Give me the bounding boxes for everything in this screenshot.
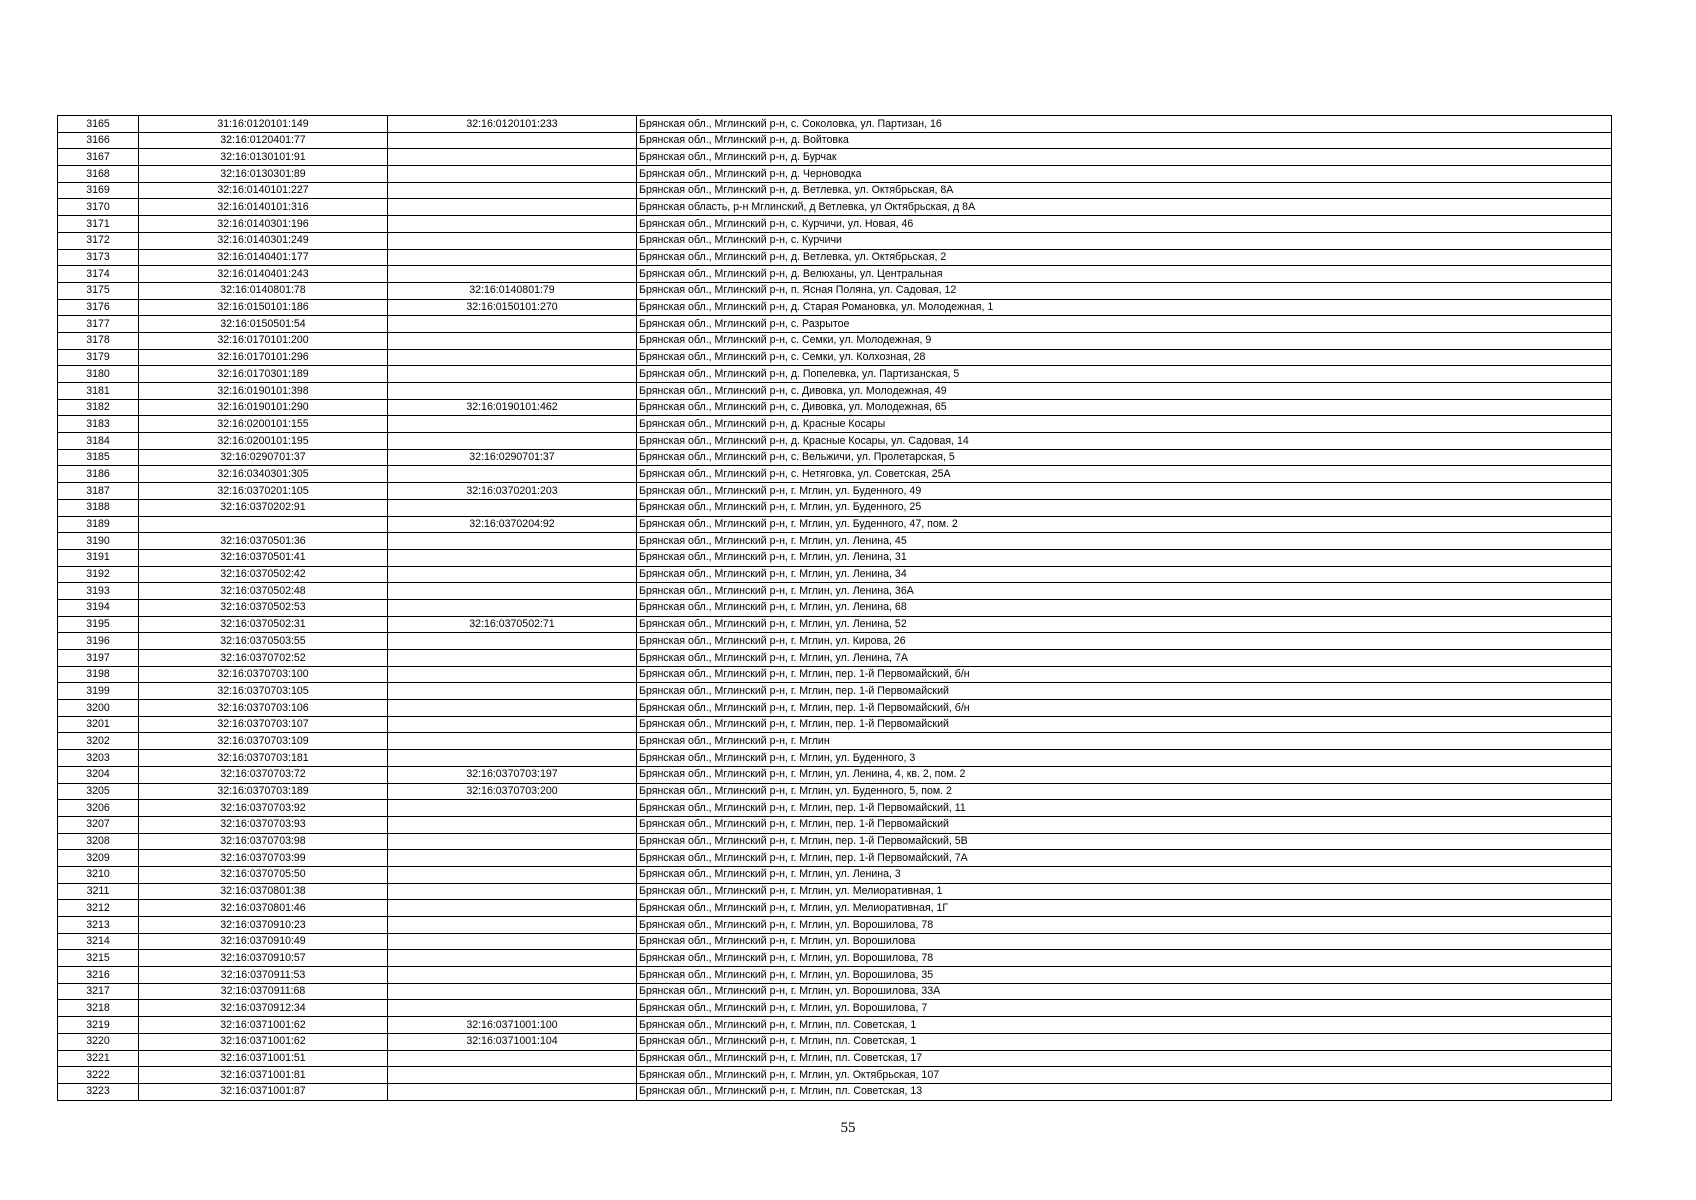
table-row xyxy=(58,399,1612,416)
row-number-cell: 3186 xyxy=(58,466,139,483)
table-row xyxy=(58,383,1612,400)
address-cell: Брянская обл., Мглинский р-н, г. Мглин, ул. Ленина, 4, кв. 2, пом. 2 xyxy=(637,766,1612,783)
cadastral-number-cell: 32:16:0370502:48 xyxy=(139,583,388,600)
object-cadastral-number-cell: 32:16:0140801:79 xyxy=(388,282,637,299)
address-cell: Брянская обл., Мглинский р-н, с. Разрытое xyxy=(637,316,1612,333)
object-cadastral-number-cell xyxy=(388,650,637,667)
table-row xyxy=(58,683,1612,700)
cadastral-number-cell xyxy=(139,516,388,533)
object-cadastral-number-cell xyxy=(388,850,637,867)
object-cadastral-number-cell xyxy=(388,549,637,566)
table-row xyxy=(58,299,1612,316)
table-row xyxy=(58,249,1612,266)
object-cadastral-number-cell xyxy=(388,900,637,917)
row-number-cell: 3180 xyxy=(58,366,139,383)
cadastral-number-cell: 32:16:0371001:51 xyxy=(139,1050,388,1067)
table-row xyxy=(58,650,1612,667)
row-number-cell: 3220 xyxy=(58,1033,139,1050)
address-cell: Брянская обл., Мглинский р-н, г. Мглин, ул. Октябрьская, 107 xyxy=(637,1067,1612,1084)
row-number-cell: 3198 xyxy=(58,666,139,683)
address-cell: Брянская обл., Мглинский р-н, д. Ветлевка, ул. Октябрьская, 2 xyxy=(637,249,1612,266)
row-number-cell: 3174 xyxy=(58,266,139,283)
object-cadastral-number-cell: 32:16:0371001:100 xyxy=(388,1017,637,1034)
row-number-cell: 3212 xyxy=(58,900,139,917)
object-cadastral-number-cell xyxy=(388,1000,637,1017)
address-cell: Брянская обл., Мглинский р-н, г. Мглин, ул. Ворошилова, 78 xyxy=(637,917,1612,934)
address-cell: Брянская обл., Мглинский р-н, г. Мглин, ул. Мелиоративная, 1Г xyxy=(637,900,1612,917)
address-cell: Брянская обл., Мглинский р-н, г. Мглин, пер. 1-й Первомайский, 5В xyxy=(637,833,1612,850)
address-cell: Брянская обл., Мглинский р-н, г. Мглин, пер. 1-й Первомайский, 11 xyxy=(637,800,1612,817)
cadastral-number-cell: 32:16:0370702:52 xyxy=(139,650,388,667)
cadastral-number-cell: 32:16:0370703:181 xyxy=(139,750,388,767)
cadastral-number-cell: 32:16:0140801:78 xyxy=(139,282,388,299)
table-row xyxy=(58,850,1612,867)
table-row xyxy=(58,166,1612,183)
address-cell: Брянская обл., Мглинский р-н, г. Мглин, ул. Ленина, 36А xyxy=(637,583,1612,600)
row-number-cell: 3173 xyxy=(58,249,139,266)
row-number-cell: 3179 xyxy=(58,349,139,366)
object-cadastral-number-cell xyxy=(388,866,637,883)
object-cadastral-number-cell: 32:16:0370502:71 xyxy=(388,616,637,633)
cadastral-number-cell: 32:16:0370502:53 xyxy=(139,599,388,616)
table-row xyxy=(58,1000,1612,1017)
row-number-cell: 3171 xyxy=(58,216,139,233)
cadastral-number-cell: 32:16:0140401:243 xyxy=(139,266,388,283)
object-cadastral-number-cell xyxy=(388,232,637,249)
cadastral-number-cell: 32:16:0170301:189 xyxy=(139,366,388,383)
address-cell: Брянская обл., Мглинский р-н, с. Вельжичи, ул. Пролетарская, 5 xyxy=(637,449,1612,466)
cadastral-number-cell: 32:16:0370502:42 xyxy=(139,566,388,583)
cadastral-number-cell: 32:16:0370503:55 xyxy=(139,633,388,650)
cadastral-number-cell: 32:16:0150501:54 xyxy=(139,316,388,333)
cadastral-number-cell: 32:16:0370910:49 xyxy=(139,933,388,950)
table-row xyxy=(58,282,1612,299)
address-cell: Брянская обл., Мглинский р-н, д. Старая Романовка, ул. Молодежная, 1 xyxy=(637,299,1612,316)
row-number-cell: 3196 xyxy=(58,633,139,650)
table-row xyxy=(58,132,1612,149)
row-number-cell: 3213 xyxy=(58,917,139,934)
address-cell: Брянская обл., Мглинский р-н, с. Нетяговка, ул. Советская, 25А xyxy=(637,466,1612,483)
row-number-cell: 3201 xyxy=(58,716,139,733)
address-cell: Брянская обл., Мглинский р-н, г. Мглин, пл. Советская, 1 xyxy=(637,1033,1612,1050)
cadastral-number-cell: 31:16:0120101:149 xyxy=(139,116,388,133)
object-cadastral-number-cell xyxy=(388,683,637,700)
row-number-cell: 3218 xyxy=(58,1000,139,1017)
cadastral-number-cell: 32:16:0190101:398 xyxy=(139,383,388,400)
row-number-cell: 3170 xyxy=(58,199,139,216)
table-row xyxy=(58,950,1612,967)
address-cell: Брянская обл., Мглинский р-н, г. Мглин, ул. Ленина, 45 xyxy=(637,533,1612,550)
object-cadastral-number-cell xyxy=(388,950,637,967)
object-cadastral-number-cell xyxy=(388,700,637,717)
table-row xyxy=(58,116,1612,133)
row-number-cell: 3172 xyxy=(58,232,139,249)
table-row xyxy=(58,216,1612,233)
object-cadastral-number-cell xyxy=(388,149,637,166)
address-cell: Брянская обл., Мглинский р-н, г. Мглин, ул. Ворошилова, 78 xyxy=(637,950,1612,967)
table-row xyxy=(58,716,1612,733)
row-number-cell: 3222 xyxy=(58,1067,139,1084)
table-row xyxy=(58,700,1612,717)
row-number-cell: 3199 xyxy=(58,683,139,700)
address-cell: Брянская обл., Мглинский р-н, с. Курчичи, ул. Новая, 46 xyxy=(637,216,1612,233)
row-number-cell: 3187 xyxy=(58,483,139,500)
table-row xyxy=(58,1083,1612,1100)
object-cadastral-number-cell xyxy=(388,583,637,600)
table-row xyxy=(58,1033,1612,1050)
object-cadastral-number-cell xyxy=(388,182,637,199)
cadastral-number-cell: 32:16:0120401:77 xyxy=(139,132,388,149)
row-number-cell: 3208 xyxy=(58,833,139,850)
cadastral-number-cell: 32:16:0200101:155 xyxy=(139,416,388,433)
table-row xyxy=(58,499,1612,516)
address-cell: Брянская обл., Мглинский р-н, д. Бурчак xyxy=(637,149,1612,166)
cadastral-number-cell: 32:16:0370703:93 xyxy=(139,816,388,833)
object-cadastral-number-cell xyxy=(388,316,637,333)
address-cell: Брянская обл., Мглинский р-н, д. Черноводка xyxy=(637,166,1612,183)
object-cadastral-number-cell xyxy=(388,599,637,616)
object-cadastral-number-cell xyxy=(388,499,637,516)
cadastral-number-cell: 32:16:0130301:89 xyxy=(139,166,388,183)
address-cell: Брянская область, р-н Мглинский, д Ветлевка, ул Октябрьская, д 8А xyxy=(637,199,1612,216)
table-row xyxy=(58,433,1612,450)
row-number-cell: 3219 xyxy=(58,1017,139,1034)
table-row xyxy=(58,800,1612,817)
row-number-cell: 3202 xyxy=(58,733,139,750)
table-row xyxy=(58,416,1612,433)
cadastral-number-cell: 32:16:0370910:57 xyxy=(139,950,388,967)
cadastral-number-cell: 32:16:0370801:46 xyxy=(139,900,388,917)
row-number-cell: 3176 xyxy=(58,299,139,316)
address-cell: Брянская обл., Мглинский р-н, г. Мглин, пер. 1-й Первомайский xyxy=(637,683,1612,700)
address-cell: Брянская обл., Мглинский р-н, г. Мглин, ул. Буденного, 25 xyxy=(637,499,1612,516)
table-row xyxy=(58,967,1612,984)
cadastral-number-cell: 32:16:0370703:106 xyxy=(139,700,388,717)
row-number-cell: 3168 xyxy=(58,166,139,183)
address-cell: Брянская обл., Мглинский р-н, д. Войтовка xyxy=(637,132,1612,149)
address-cell: Брянская обл., Мглинский р-н, г. Мглин, ул. Ленина, 31 xyxy=(637,549,1612,566)
address-cell: Брянская обл., Мглинский р-н, г. Мглин, пер. 1-й Первомайский, 7А xyxy=(637,850,1612,867)
cadastral-number-cell: 32:16:0370703:72 xyxy=(139,766,388,783)
address-cell: Брянская обл., Мглинский р-н, г. Мглин, пер. 1-й Первомайский, б/н xyxy=(637,666,1612,683)
table-row xyxy=(58,316,1612,333)
cadastral-number-cell: 32:16:0370501:36 xyxy=(139,533,388,550)
row-number-cell: 3183 xyxy=(58,416,139,433)
object-cadastral-number-cell xyxy=(388,199,637,216)
address-cell: Брянская обл., Мглинский р-н, г. Мглин, ул. Мелиоративная, 1 xyxy=(637,883,1612,900)
cadastral-number-cell: 32:16:0140301:249 xyxy=(139,232,388,249)
row-number-cell: 3192 xyxy=(58,566,139,583)
table-row xyxy=(58,149,1612,166)
object-cadastral-number-cell xyxy=(388,266,637,283)
table-row xyxy=(58,266,1612,283)
table-row xyxy=(58,866,1612,883)
row-number-cell: 3205 xyxy=(58,783,139,800)
address-cell: Брянская обл., Мглинский р-н, г. Мглин, ул. Ленина, 7А xyxy=(637,650,1612,667)
cadastral-number-cell: 32:16:0370703:92 xyxy=(139,800,388,817)
table-row xyxy=(58,232,1612,249)
cadastral-number-cell: 32:16:0140101:227 xyxy=(139,182,388,199)
cadastral-number-cell: 32:16:0290701:37 xyxy=(139,449,388,466)
object-cadastral-number-cell xyxy=(388,917,637,934)
row-number-cell: 3185 xyxy=(58,449,139,466)
cadastral-number-cell: 32:16:0370703:99 xyxy=(139,850,388,867)
table-row xyxy=(58,483,1612,500)
cadastral-number-cell: 32:16:0370502:31 xyxy=(139,616,388,633)
cadastral-number-cell: 32:16:0370703:98 xyxy=(139,833,388,850)
address-cell: Брянская обл., Мглинский р-н, г. Мглин, ул. Ленина, 3 xyxy=(637,866,1612,883)
address-cell: Брянская обл., Мглинский р-н, г. Мглин, ул. Ворошилова, 35 xyxy=(637,967,1612,984)
cadastral-number-cell: 32:16:0370201:105 xyxy=(139,483,388,500)
object-cadastral-number-cell xyxy=(388,983,637,1000)
table-row xyxy=(58,983,1612,1000)
row-number-cell: 3178 xyxy=(58,332,139,349)
object-cadastral-number-cell xyxy=(388,716,637,733)
address-cell: Брянская обл., Мглинский р-н, с. Семки, ул. Молодежная, 9 xyxy=(637,332,1612,349)
table-row xyxy=(58,733,1612,750)
table-row xyxy=(58,816,1612,833)
object-cadastral-number-cell xyxy=(388,816,637,833)
table-row xyxy=(58,349,1612,366)
table-row xyxy=(58,583,1612,600)
row-number-cell: 3200 xyxy=(58,700,139,717)
cadastral-number-cell: 32:16:0140101:316 xyxy=(139,199,388,216)
row-number-cell: 3165 xyxy=(58,116,139,133)
row-number-cell: 3197 xyxy=(58,650,139,667)
row-number-cell: 3204 xyxy=(58,766,139,783)
address-cell: Брянская обл., Мглинский р-н, г. Мглин, ул. Ленина, 52 xyxy=(637,616,1612,633)
address-cell: Брянская обл., Мглинский р-н, г. Мглин, пл. Советская, 17 xyxy=(637,1050,1612,1067)
object-cadastral-number-cell xyxy=(388,666,637,683)
cadastral-number-cell: 32:16:0190101:290 xyxy=(139,399,388,416)
table-row xyxy=(58,833,1612,850)
row-number-cell: 3191 xyxy=(58,549,139,566)
cadastral-number-cell: 32:16:0200101:195 xyxy=(139,433,388,450)
cadastral-number-cell: 32:16:0370703:100 xyxy=(139,666,388,683)
table-row xyxy=(58,1050,1612,1067)
cadastral-number-cell: 32:16:0170101:296 xyxy=(139,349,388,366)
address-cell: Брянская обл., Мглинский р-н, г. Мглин, пл. Советская, 13 xyxy=(637,1083,1612,1100)
address-cell: Брянская обл., Мглинский р-н, г. Мглин, ул. Ворошилова xyxy=(637,933,1612,950)
row-number-cell: 3167 xyxy=(58,149,139,166)
table-row xyxy=(58,366,1612,383)
object-cadastral-number-cell: 32:16:0370201:203 xyxy=(388,483,637,500)
object-cadastral-number-cell xyxy=(388,566,637,583)
object-cadastral-number-cell xyxy=(388,249,637,266)
row-number-cell: 3166 xyxy=(58,132,139,149)
object-cadastral-number-cell: 32:16:0370703:200 xyxy=(388,783,637,800)
cadastral-number-cell: 32:16:0370705:50 xyxy=(139,866,388,883)
row-number-cell: 3188 xyxy=(58,499,139,516)
address-cell: Брянская обл., Мглинский р-н, д. Ветлевка, ул. Октябрьская, 8А xyxy=(637,182,1612,199)
row-number-cell: 3223 xyxy=(58,1083,139,1100)
table-row xyxy=(58,449,1612,466)
cadastral-number-cell: 32:16:0370801:38 xyxy=(139,883,388,900)
cadastral-number-cell: 32:16:0170101:200 xyxy=(139,332,388,349)
table-row xyxy=(58,900,1612,917)
row-number-cell: 3177 xyxy=(58,316,139,333)
row-number-cell: 3175 xyxy=(58,282,139,299)
table-row xyxy=(58,616,1612,633)
object-cadastral-number-cell xyxy=(388,466,637,483)
cadastral-number-cell: 32:16:0370501:41 xyxy=(139,549,388,566)
cadastral-number-cell: 32:16:0370911:53 xyxy=(139,967,388,984)
cadastral-number-cell: 32:16:0371001:81 xyxy=(139,1067,388,1084)
table-row xyxy=(58,549,1612,566)
object-cadastral-number-cell xyxy=(388,166,637,183)
row-number-cell: 3190 xyxy=(58,533,139,550)
address-cell: Брянская обл., Мглинский р-н, д. Велюханы, ул. Центральная xyxy=(637,266,1612,283)
row-number-cell: 3215 xyxy=(58,950,139,967)
object-cadastral-number-cell xyxy=(388,733,637,750)
object-cadastral-number-cell xyxy=(388,383,637,400)
row-number-cell: 3194 xyxy=(58,599,139,616)
address-cell: Брянская обл., Мглинский р-н, п. Ясная Поляна, ул. Садовая, 12 xyxy=(637,282,1612,299)
cadastral-number-cell: 32:16:0150101:186 xyxy=(139,299,388,316)
cadastral-number-cell: 32:16:0370910:23 xyxy=(139,917,388,934)
address-cell: Брянская обл., Мглинский р-н, д. Красные Косары, ул. Садовая, 14 xyxy=(637,433,1612,450)
cadastral-number-cell: 32:16:0370911:68 xyxy=(139,983,388,1000)
cadastral-number-cell: 32:16:0370703:105 xyxy=(139,683,388,700)
object-cadastral-number-cell xyxy=(388,633,637,650)
cadastral-number-cell: 32:16:0371001:62 xyxy=(139,1033,388,1050)
object-cadastral-number-cell: 32:16:0150101:270 xyxy=(388,299,637,316)
row-number-cell: 3195 xyxy=(58,616,139,633)
table-row xyxy=(58,750,1612,767)
object-cadastral-number-cell: 32:16:0120101:233 xyxy=(388,116,637,133)
object-cadastral-number-cell xyxy=(388,933,637,950)
address-cell: Брянская обл., Мглинский р-н, с. Дивовка, ул. Молодежная, 49 xyxy=(637,383,1612,400)
table-row xyxy=(58,917,1612,934)
row-number-cell: 3209 xyxy=(58,850,139,867)
object-cadastral-number-cell xyxy=(388,132,637,149)
row-number-cell: 3193 xyxy=(58,583,139,600)
object-cadastral-number-cell: 32:16:0370703:197 xyxy=(388,766,637,783)
cadastral-number-cell: 32:16:0370703:189 xyxy=(139,783,388,800)
address-cell: Брянская обл., Мглинский р-н, г. Мглин, ул. Буденного, 49 xyxy=(637,483,1612,500)
object-cadastral-number-cell xyxy=(388,1050,637,1067)
object-cadastral-number-cell xyxy=(388,366,637,383)
object-cadastral-number-cell: 32:16:0371001:104 xyxy=(388,1033,637,1050)
table-row xyxy=(58,1017,1612,1034)
address-cell: Брянская обл., Мглинский р-н, г. Мглин, пер. 1-й Первомайский, б/н xyxy=(637,700,1612,717)
object-cadastral-number-cell: 32:16:0290701:37 xyxy=(388,449,637,466)
registry-table xyxy=(57,115,1612,1101)
address-cell: Брянская обл., Мглинский р-н, г. Мглин, ул. Буденного, 47, пом. 2 xyxy=(637,516,1612,533)
address-cell: Брянская обл., Мглинский р-н, г. Мглин, ул. Ворошилова, 7 xyxy=(637,1000,1612,1017)
object-cadastral-number-cell: 32:16:0370204:92 xyxy=(388,516,637,533)
cadastral-number-cell: 32:16:0340301:305 xyxy=(139,466,388,483)
cadastral-number-cell: 32:16:0130101:91 xyxy=(139,149,388,166)
table-row xyxy=(58,783,1612,800)
object-cadastral-number-cell: 32:16:0190101:462 xyxy=(388,399,637,416)
row-number-cell: 3189 xyxy=(58,516,139,533)
cadastral-number-cell: 32:16:0140401:177 xyxy=(139,249,388,266)
object-cadastral-number-cell xyxy=(388,833,637,850)
table-row xyxy=(58,666,1612,683)
row-number-cell: 3184 xyxy=(58,433,139,450)
address-cell: Брянская обл., Мглинский р-н, г. Мглин, ул. Буденного, 3 xyxy=(637,750,1612,767)
cadastral-number-cell: 32:16:0370202:91 xyxy=(139,499,388,516)
row-number-cell: 3216 xyxy=(58,967,139,984)
table-row xyxy=(58,199,1612,216)
table-row xyxy=(58,633,1612,650)
object-cadastral-number-cell xyxy=(388,533,637,550)
object-cadastral-number-cell xyxy=(388,433,637,450)
table-row xyxy=(58,599,1612,616)
table-row xyxy=(58,332,1612,349)
object-cadastral-number-cell xyxy=(388,1067,637,1084)
row-number-cell: 3217 xyxy=(58,983,139,1000)
address-cell: Брянская обл., Мглинский р-н, г. Мглин, пер. 1-й Первомайский xyxy=(637,816,1612,833)
table-row xyxy=(58,566,1612,583)
row-number-cell: 3182 xyxy=(58,399,139,416)
cadastral-number-cell: 32:16:0371001:87 xyxy=(139,1083,388,1100)
address-cell: Брянская обл., Мглинский р-н, г. Мглин, ул. Буденного, 5, пом. 2 xyxy=(637,783,1612,800)
row-number-cell: 3214 xyxy=(58,933,139,950)
table-row xyxy=(58,182,1612,199)
row-number-cell: 3221 xyxy=(58,1050,139,1067)
table-row xyxy=(58,516,1612,533)
object-cadastral-number-cell xyxy=(388,416,637,433)
address-cell: Брянская обл., Мглинский р-н, г. Мглин, ул. Ленина, 68 xyxy=(637,599,1612,616)
address-cell: Брянская обл., Мглинский р-н, г. Мглин, ул. Ленина, 34 xyxy=(637,566,1612,583)
table-row xyxy=(58,533,1612,550)
registry-table-body xyxy=(58,116,1612,1101)
row-number-cell: 3207 xyxy=(58,816,139,833)
row-number-cell: 3169 xyxy=(58,182,139,199)
cadastral-number-cell: 32:16:0370703:107 xyxy=(139,716,388,733)
row-number-cell: 3203 xyxy=(58,750,139,767)
object-cadastral-number-cell xyxy=(388,967,637,984)
row-number-cell: 3210 xyxy=(58,866,139,883)
object-cadastral-number-cell xyxy=(388,1083,637,1100)
object-cadastral-number-cell xyxy=(388,800,637,817)
address-cell: Брянская обл., Мглинский р-н, д. Красные Косары xyxy=(637,416,1612,433)
cadastral-number-cell: 32:16:0371001:62 xyxy=(139,1017,388,1034)
object-cadastral-number-cell xyxy=(388,349,637,366)
row-number-cell: 3211 xyxy=(58,883,139,900)
row-number-cell: 3181 xyxy=(58,383,139,400)
table-row xyxy=(58,933,1612,950)
object-cadastral-number-cell xyxy=(388,883,637,900)
table-row xyxy=(58,1067,1612,1084)
table-row xyxy=(58,883,1612,900)
table-row xyxy=(58,466,1612,483)
address-cell: Брянская обл., Мглинский р-н, с. Курчичи xyxy=(637,232,1612,249)
address-cell: Брянская обл., Мглинский р-н, г. Мглин, ул. Кирова, 26 xyxy=(637,633,1612,650)
address-cell: Брянская обл., Мглинский р-н, г. Мглин, пл. Советская, 1 xyxy=(637,1017,1612,1034)
row-number-cell: 3206 xyxy=(58,800,139,817)
address-cell: Брянская обл., Мглинский р-н, с. Соколовка, ул. Партизан, 16 xyxy=(637,116,1612,133)
cadastral-number-cell: 32:16:0140301:196 xyxy=(139,216,388,233)
address-cell: Брянская обл., Мглинский р-н, с. Дивовка, ул. Молодежная, 65 xyxy=(637,399,1612,416)
object-cadastral-number-cell xyxy=(388,750,637,767)
cadastral-number-cell: 32:16:0370703:109 xyxy=(139,733,388,750)
object-cadastral-number-cell xyxy=(388,332,637,349)
address-cell: Брянская обл., Мглинский р-н, с. Семки, ул. Колхозная, 28 xyxy=(637,349,1612,366)
address-cell: Брянская обл., Мглинский р-н, г. Мглин, пер. 1-й Первомайский xyxy=(637,716,1612,733)
table-row xyxy=(58,766,1612,783)
object-cadastral-number-cell xyxy=(388,216,637,233)
address-cell: Брянская обл., Мглинский р-н, д. Попелевка, ул. Партизанская, 5 xyxy=(637,366,1612,383)
cadastral-number-cell: 32:16:0370912:34 xyxy=(139,1000,388,1017)
address-cell: Брянская обл., Мглинский р-н, г. Мглин xyxy=(637,733,1612,750)
page-number: 55 xyxy=(840,1120,856,1136)
address-cell: Брянская обл., Мглинский р-н, г. Мглин, ул. Ворошилова, 33А xyxy=(637,983,1612,1000)
